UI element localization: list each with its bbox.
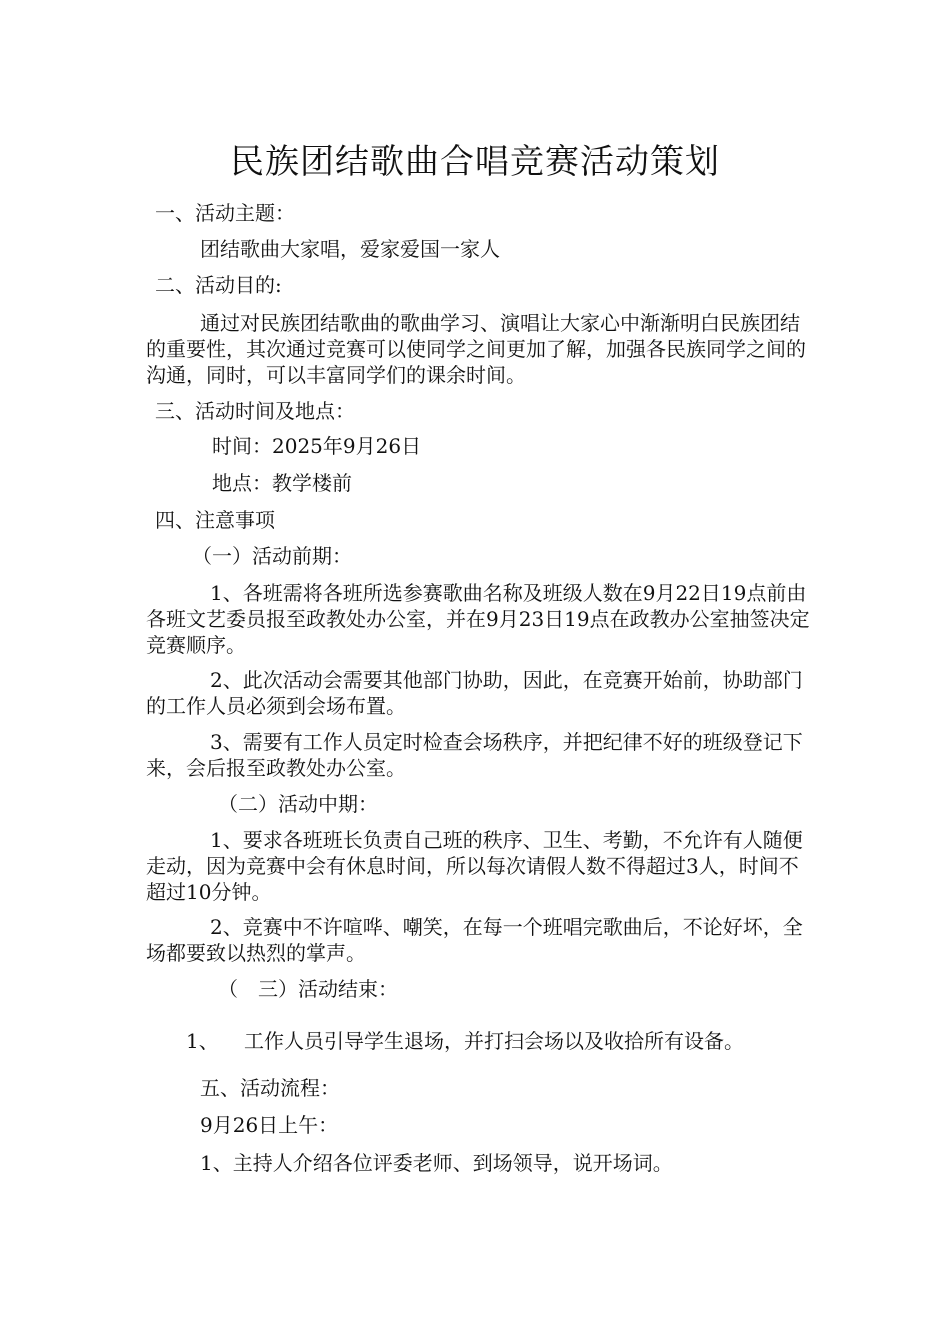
subsection-heading-pre: （一）活动前期： — [192, 544, 352, 568]
section-heading-time-place: 三、活动时间及地点： — [155, 399, 355, 423]
pre-item-2: 2、此次活动会需要其他部门协助，因此，在竞赛开始前，协助部门的工作人员必须到会场布置。 — [146, 668, 803, 718]
process-date: 9月26日上午： — [200, 1113, 339, 1137]
mid-item-2: 2、竞赛中不许喧哗、嘲笑，在每一个班唱完歌曲后，不论好坏，全场都要致以热烈的掌声。 — [146, 915, 803, 965]
section-heading-purpose: 二、活动目的: — [155, 273, 282, 297]
end-item-1-text: 工作人员引导学生退场，并打扫会场以及收拾所有设备。 — [244, 1029, 744, 1053]
subsection-heading-mid: （二）活动中期： — [218, 792, 378, 816]
pre-item-1: 1、各班需将各班所选参赛歌曲名称及班级人数在9月22日19点前由各班文艺委员报至政教处办公室，并在9月23日19点在政教办公室抽签决定竞赛顺序。 — [146, 581, 810, 657]
document-title: 民族团结歌曲合唱竞赛活动策划 — [230, 142, 720, 182]
event-time: 时间：2025年9月26日 — [212, 434, 422, 458]
end-item-1-number: 1、 — [186, 1029, 219, 1053]
subsection-heading-end: （ 三）活动结束： — [218, 977, 398, 1001]
section-heading-notes: 四、注意事项 — [155, 508, 275, 532]
purpose-paragraph: 通过对民族团结歌曲的歌曲学习、演唱让大家心中渐渐明白民族团结的重要性，其次通过竞赛可以使同学之间更加了解，加强各民族同学之间的沟通，同时，可以丰富同学们的课余时间。 — [146, 311, 806, 387]
event-place: 地点：教学楼前 — [212, 471, 352, 495]
process-item-1: 1、主持人介绍各位评委老师、到场领导，说开场词。 — [200, 1151, 673, 1175]
mid-item-1: 1、要求各班班长负责自己班的秩序、卫生、考勤，不允许有人随便走动，因为竞赛中会有休息时间，所以每次请假人数不得超过3人，时间不超过10分钟。 — [146, 828, 803, 904]
section-heading-theme: 一、活动主题： — [155, 201, 295, 225]
theme-text: 团结歌曲大家唱，爱家爱国一家人 — [200, 237, 500, 261]
section-heading-process: 五、活动流程： — [200, 1076, 340, 1100]
pre-item-3: 3、需要有工作人员定时检查会场秩序，并把纪律不好的班级登记下来，会后报至政教处办公室。 — [146, 730, 803, 780]
